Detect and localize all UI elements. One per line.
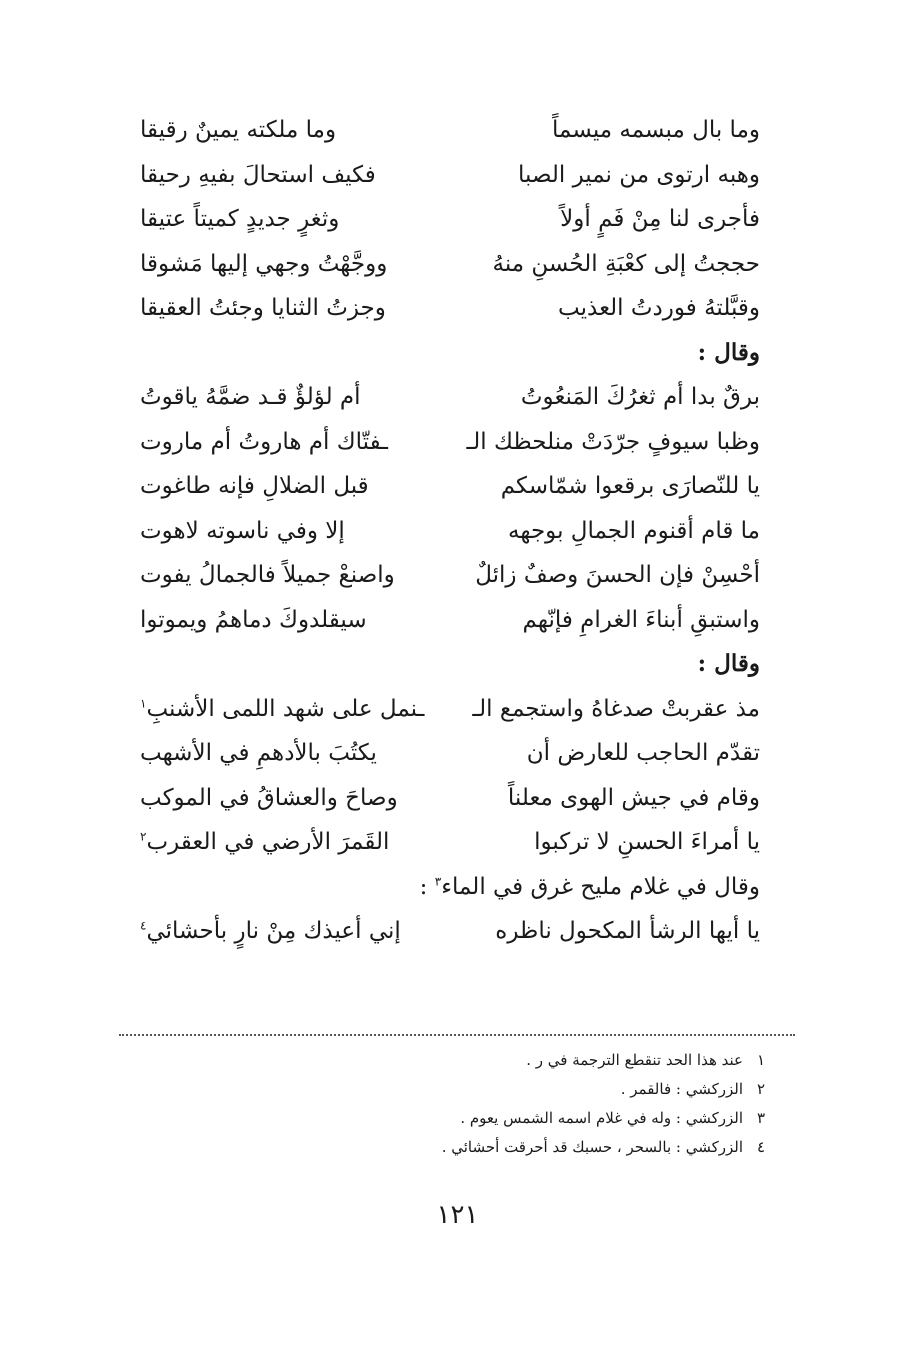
poem-heading-colon: :: [419, 873, 435, 900]
verse-left-text: القَمرَ الأرضي في العقرب: [146, 829, 390, 855]
poem-heading: [140, 865, 760, 910]
verse-line: [140, 153, 760, 198]
verse-right-hemistich: واستبقِ أبناءَ الغرامِ فإنّهم: [522, 606, 760, 633]
footnote: [145, 1075, 765, 1104]
verse-left-hemistich: إلا وفي ناسوته لاهوت: [140, 517, 345, 544]
verse-line: [140, 509, 760, 554]
verse-right-hemistich: تقدّم الحاجب للعارض أن: [526, 740, 760, 766]
verse-left-hemistich: ووجَّهْتُ وجهي إليها مَشوقا: [140, 250, 388, 277]
verse-left-hemistich: وجزتُ الثنايا وجئتُ العقيقا: [140, 295, 386, 321]
verse-line: [140, 464, 760, 509]
poem-block: [140, 642, 760, 865]
verse-left-hemistich: وما ملكته يمينٌ رقيقا: [140, 117, 337, 143]
verse-line: [140, 420, 760, 465]
verse-left-text: ـنمل على شهد اللمى الأشنبِ: [146, 695, 425, 722]
verse-line: [140, 375, 760, 420]
poem-block: [140, 331, 760, 643]
verse-right-hemistich: يا للنّصارَى برقعوا شمّاسكم: [500, 473, 760, 499]
poem-heading: وقال :: [697, 650, 760, 677]
verse-left-text: إني أعيذك مِنْ نارٍ بأحشائي: [146, 918, 401, 944]
verse-line: [140, 820, 760, 865]
verse-right-hemistich: وما بال مبسمه ميسماً: [552, 117, 760, 143]
footnote-marker: ٢: [140, 829, 147, 844]
poem-body: [140, 108, 760, 954]
footnote-number: ٣: [756, 1109, 765, 1127]
poem-heading-text: وقال في غلام مليح غرق في الماء: [441, 873, 760, 900]
verse-left-hemistich: سيقلدوكَ دماهمُ ويموتوا: [140, 606, 367, 633]
verse-line: [140, 598, 760, 643]
verse-right-hemistich: وظبا سيوفٍ جرّدَتْ منلحظك الـ: [466, 428, 760, 455]
verse-line: [140, 909, 760, 954]
footnote-divider: [119, 1034, 795, 1036]
footnote-text: الزركشي : وله في غلام اسمه الشمس يعوم .: [460, 1109, 743, 1127]
verse-left-hemistich: أم لؤلؤٌ قـد ضمَّهُ ياقوتُ: [140, 384, 361, 410]
verse-right-hemistich: برقٌ بدا أم ثغرُكَ المَنعُوتُ: [520, 384, 760, 410]
footnote-marker: ٣: [434, 873, 442, 888]
footnote-text: الزركشي : فالقمر .: [620, 1080, 743, 1098]
footnotes: [145, 1046, 765, 1162]
verse-left-hemistich: وصاحَ والعشاقُ في الموكب: [140, 784, 398, 811]
footnote-marker: ٤: [140, 918, 147, 933]
verse-left-hemistich: ـفتّاك أم هاروتُ أم ماروت: [140, 428, 388, 455]
verse-right-hemistich: فأجرى لنا مِنْ فَمٍ أولاً: [560, 206, 760, 232]
verse-left-hemistich: قبل الضلالِ فإنه طاغوت: [140, 473, 369, 499]
verse-line: [140, 687, 760, 732]
footnote-number: ٢: [756, 1080, 765, 1098]
verse-line: [140, 197, 760, 242]
verse-left-hemistich: [140, 820, 389, 865]
verse-line: [140, 108, 760, 153]
poem-heading: وقال :: [697, 338, 760, 366]
verse-right-hemistich: وهبه ارتوى من نمير الصبا: [518, 161, 760, 188]
footnote: [145, 1104, 765, 1133]
verse-right-hemistich: أحْسِنْ فإن الحسنَ وصفٌ زائلٌ: [475, 562, 760, 588]
poem-block: [140, 108, 760, 331]
verse-line: [140, 553, 760, 598]
verse-line: [140, 776, 760, 821]
verse-right-hemistich: حججتُ إلى كعْبَةِ الحُسنِ منهُ: [492, 250, 760, 277]
verse-left-hemistich: واصنعْ جميلاً فالجمالُ يفوت: [140, 562, 395, 588]
page-number: ١٢١: [436, 1200, 479, 1230]
poem-block: [140, 865, 760, 954]
verse-line: [140, 286, 760, 331]
verse-left-hemistich: وثغرٍ جديدٍ كميتاً عتيقا: [140, 206, 340, 232]
verse-right-hemistich: ما قام أقنوم الجمالِ بوجهه: [508, 517, 760, 544]
footnote: [145, 1046, 765, 1075]
verse-line: [140, 731, 760, 776]
verse-right-hemistich: مذ عقربتْ صدغاهُ واستجمع الـ: [472, 695, 760, 722]
verse-left-hemistich: [140, 687, 424, 732]
verse-left-hemistich: [140, 909, 401, 954]
footnote-number: ٤: [756, 1138, 765, 1156]
footnote-text: عند هذا الحد تنقطع الترجمة في ر .: [526, 1051, 743, 1069]
verse-right-hemistich: وقبَّلتهُ فوردتُ العذيب: [558, 295, 760, 321]
verse-right-hemistich: يا أمراءَ الحسنِ لا تركبوا: [534, 829, 760, 855]
verse-left-hemistich: يكتُبَ بالأدهمِ في الأشهب: [140, 740, 377, 766]
footnote: [145, 1133, 765, 1162]
verse-line: [140, 242, 760, 287]
verse-right-hemistich: وقام في جيش الهوى معلناً: [507, 784, 760, 811]
verse-left-hemistich: فكيف استحالَ بفيهِ رحيقا: [140, 161, 376, 188]
verse-right-hemistich: يا أيها الرشأ المكحول ناظره: [495, 918, 760, 944]
footnote-marker: ١: [140, 695, 147, 710]
footnote-text: الزركشي : بالسحر ، حسبك قد أحرقت أحشائي .: [441, 1138, 743, 1156]
footnote-number: ١: [756, 1051, 765, 1069]
